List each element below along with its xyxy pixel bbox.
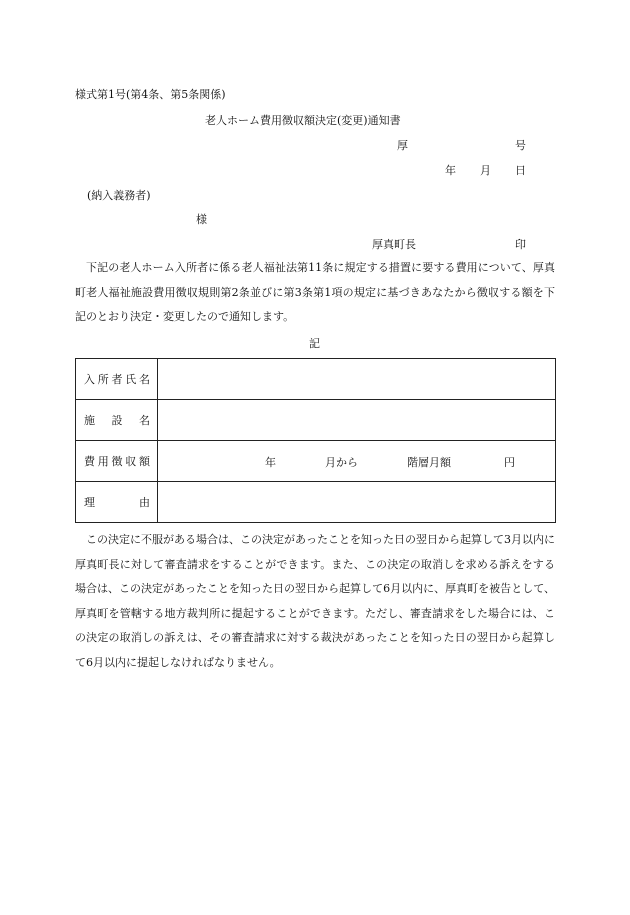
table-row xyxy=(76,400,556,441)
label-chars xyxy=(76,412,157,428)
table-label-text: 施 設 名 xyxy=(84,414,150,427)
date-month-label: 月 xyxy=(480,164,491,177)
resident-name-value xyxy=(158,359,556,400)
obligor-label: (納入義務者) xyxy=(87,189,151,202)
reason-label xyxy=(76,482,158,523)
ki-label: 記 xyxy=(309,337,320,350)
table-row xyxy=(76,441,556,482)
intro-paragraph xyxy=(75,256,555,330)
notice-paragraph xyxy=(75,528,555,675)
facility-name-label xyxy=(76,400,158,441)
form-number: 様式第1号(第4条、第5条関係) xyxy=(75,88,226,101)
intro-text: 下記の老人ホーム入所者に係る老人福祉法第11条に規定する措置に要する費用について、厚真町老人福祉施設費用徴収規則第2条並びに第3条第1項の規定に基づきあなたから徴収する額を下記のとおり決定・変更したので通知します。 xyxy=(75,261,555,323)
seal-mark: 印 xyxy=(515,238,526,251)
notice-text: この決定に不服がある場合は、この決定があったことを知った日の翌日から起算して3月以内に厚真町長に対して審査請求をすることができます。また、この決定の取消しを求める訴えをする場合は、この決定があったことを知った日の翌日から起算して6月以内に、厚真町を被告として、厚真町を管轄する地方裁判所に提起することができます。ただし、審査請求をした場合には、この決定の取消しの訴えは、その審査請求に対する裁決があったことを知った日の翌日から起算して6月以内に提起しなければなりません。 xyxy=(75,533,555,669)
facility-name-value xyxy=(158,400,556,441)
fee-month-from-label: 月から xyxy=(325,456,358,469)
reference-suffix: 号 xyxy=(515,139,526,152)
issuer-name: 厚真町長 xyxy=(372,238,416,251)
table-row xyxy=(76,359,556,400)
fee-yen-label: 円 xyxy=(504,456,515,469)
resident-name-label xyxy=(76,359,158,400)
fee-amount-value xyxy=(158,441,556,482)
fee-amount-label xyxy=(76,441,158,482)
label-chars xyxy=(76,453,157,469)
honorific-sama: 様 xyxy=(196,213,207,226)
document-title: 老人ホーム費用徴収額決定(変更)通知書 xyxy=(205,114,401,127)
table-label-text: 費 用 徴 収 額 xyxy=(84,455,150,468)
reason-value xyxy=(158,482,556,523)
table-label-text: 入 所 者 氏 名 xyxy=(84,373,150,386)
label-chars xyxy=(76,371,157,387)
fee-tier-label: 階層月額 xyxy=(407,456,451,469)
table-label-text: 理 由 xyxy=(84,496,150,509)
label-chars xyxy=(76,494,157,510)
table-row xyxy=(76,482,556,523)
fee-year-label: 年 xyxy=(265,456,276,469)
date-year-label: 年 xyxy=(445,164,456,177)
fee-amount-fields xyxy=(158,441,555,481)
date-day-label: 日 xyxy=(515,164,526,177)
fee-table xyxy=(75,358,556,523)
reference-prefix: 厚 xyxy=(397,139,408,152)
